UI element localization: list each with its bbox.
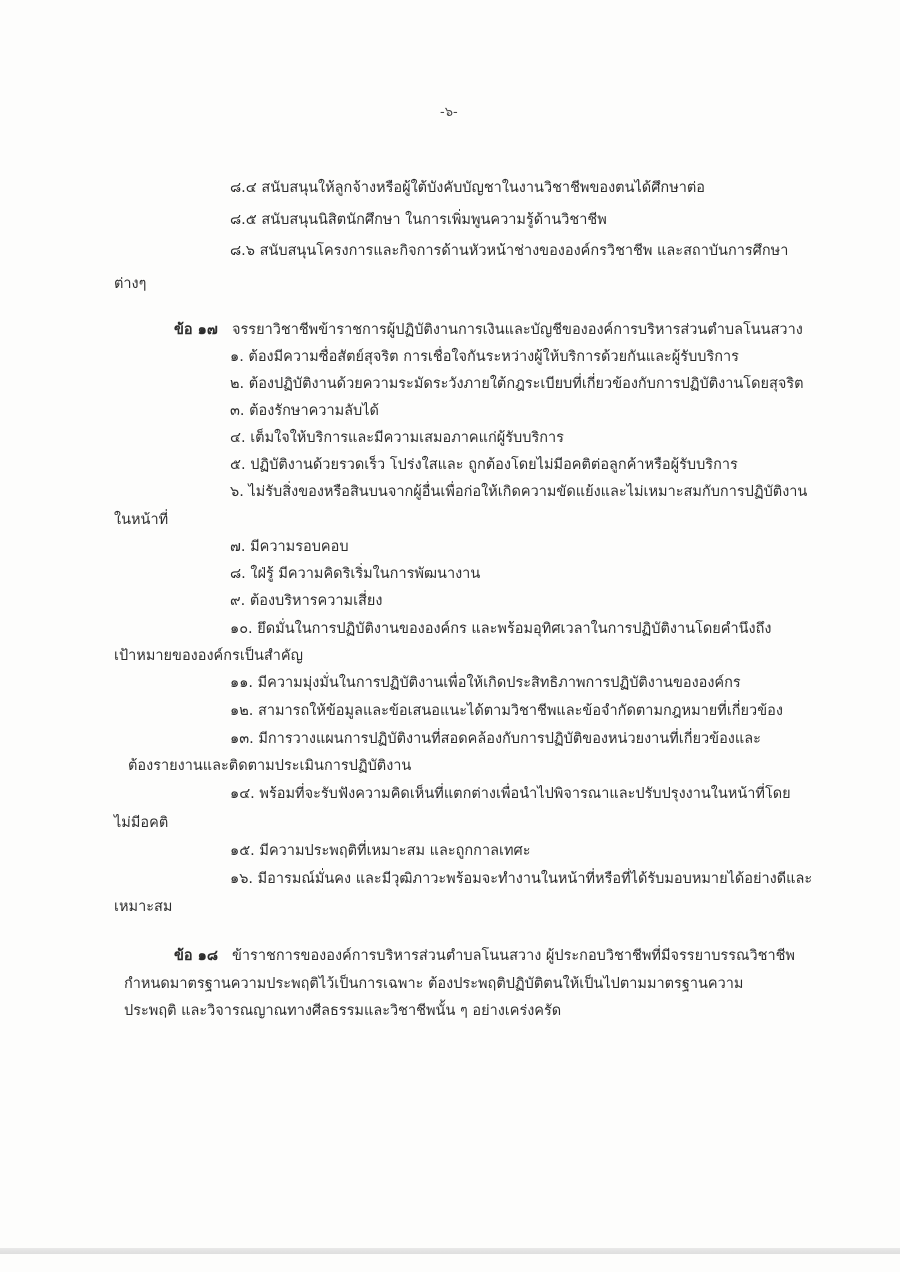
item-17-16-continuation: เหมาะสม	[114, 899, 173, 915]
item-17-13-continuation: ต้องรายงานและติดตามประเมินการปฏิบัติงาน	[128, 758, 412, 774]
section-18-text-3: ประพฤติ และวิจารณญาณทางศีลธรรมและวิชาชีพนั้น ๆ อย่างเคร่งครัด	[124, 1003, 562, 1019]
item-17-2: ๒. ต้องปฏิบัติงานด้วยความระมัดระวังภายใต้กฎระเบียบที่เกี่ยวข้องกับการปฏิบัติงานโดยสุจริต	[230, 376, 804, 392]
item-8-6: ๘.๖ สนับสนุนโครงการและกิจการด้านหัวหน้าช่างขององค์กรวิชาชีพ และสถาบันการศึกษา	[230, 243, 789, 259]
item-17-13: ๑๓. มีการวางแผนการปฏิบัติงานที่สอดคล้องกับการปฏิบัติของหน่วยงานที่เกี่ยวข้องและ	[230, 731, 761, 747]
section-17-heading: ข้อ ๑๗	[174, 322, 218, 338]
section-17-title: จรรยาวิชาชีพข้าราชการผู้ปฏิบัติงานการเงินและบัญชีขององค์การบริหารส่วนตำบลโนนสวาง	[232, 322, 803, 338]
item-17-15: ๑๕. มีความประพฤติที่เหมาะสม และถูกกาลเทศะ	[230, 843, 531, 859]
item-17-4: ๔. เต็มใจให้บริการและมีความเสมอภาคแก่ผู้รับบริการ	[230, 430, 564, 446]
item-8-4: ๘.๔ สนับสนุนให้ลูกจ้างหรือผู้ใต้บังคับบัญชาในงานวิชาชีพของตนได้ศึกษาต่อ	[230, 180, 706, 196]
item-17-7: ๗. มีความรอบคอบ	[230, 539, 349, 555]
item-17-6-continuation: ในหน้าที่	[114, 512, 169, 528]
section-18-text-1: ข้าราชการขององค์การบริหารส่วนตำบลโนนสวาง ผู้ประกอบวิชาชีพที่มีจรรยาบรรณวิชาชีพ	[232, 948, 795, 964]
item-8-5: ๘.๕ สนับสนุนนิสิตนักศึกษา ในการเพิ่มพูนความรู้ด้านวิชาชีพ	[230, 212, 607, 228]
page-bottom-edge	[0, 1248, 900, 1254]
item-17-6: ๖. ไม่รับสิ่งของหรือสินบนจากผู้อื่นเพื่อก่อให้เกิดความขัดแย้งและไม่เหมาะสมกับการปฏิบัติงาน	[230, 484, 808, 500]
section-18-heading: ข้อ ๑๘	[174, 948, 219, 964]
item-17-16: ๑๖. มีอารมณ์มั่นคง และมีวุฒิภาวะพร้อมจะทำงานในหน้าที่หรือที่ได้รับมอบหมายได้อย่างดีและ	[230, 871, 813, 887]
item-17-9: ๙. ต้องบริหารความเสี่ยง	[230, 593, 383, 609]
item-17-14: ๑๔. พร้อมที่จะรับฟังความคิดเห็นที่แตกต่างเพื่อนำไปพิจารณาและปรับปรุงงานในหน้าที่โดย	[230, 786, 791, 802]
item-17-3: ๓. ต้องรักษาความลับได้	[230, 403, 379, 419]
item-17-12: ๑๒. สามารถให้ข้อมูลและข้อเสนอแนะได้ตามวิชาชีพและข้อจำกัดตามกฎหมายที่เกี่ยวข้อง	[230, 703, 783, 719]
item-17-11: ๑๑. มีความมุ่งมั่นในการปฏิบัติงานเพื่อให้เกิดประสิทธิภาพการปฏิบัติงานขององค์กร	[230, 675, 741, 691]
item-17-1: ๑. ต้องมีความซื่อสัตย์สุจริต การเชื่อใจกันระหว่างผู้ให้บริการด้วยกันและผู้รับบริการ	[230, 349, 739, 365]
item-17-5: ๕. ปฏิบัติงานด้วยรวดเร็ว โปร่งใสและ ถูกต้องโดยไม่มีอคติต่อลูกค้าหรือผู้รับบริการ	[230, 457, 738, 473]
item-17-14-continuation: ไม่มีอคติ	[114, 815, 169, 831]
item-17-10: ๑๐. ยึดมั่นในการปฏิบัติงานขององค์กร และพร้อมอุทิศเวลาในการปฏิบัติงานโดยคำนึงถึง	[230, 621, 772, 637]
item-17-8: ๘. ใฝ่รู้ มีความคิดริเริ่มในการพัฒนางาน	[230, 566, 481, 582]
section-18-text-2: กำหนดมาตรฐานความประพฤติไว้เป็นการเฉพาะ ต้องประพฤติปฏิบัติตนให้เป็นไปตามมาตรฐานความ	[124, 976, 744, 992]
page-number: -๖-	[440, 105, 458, 120]
item-8-6-continuation: ต่างๆ	[114, 276, 147, 292]
item-17-10-continuation: เป้าหมายขององค์กรเป็นสำคัญ	[114, 648, 303, 664]
